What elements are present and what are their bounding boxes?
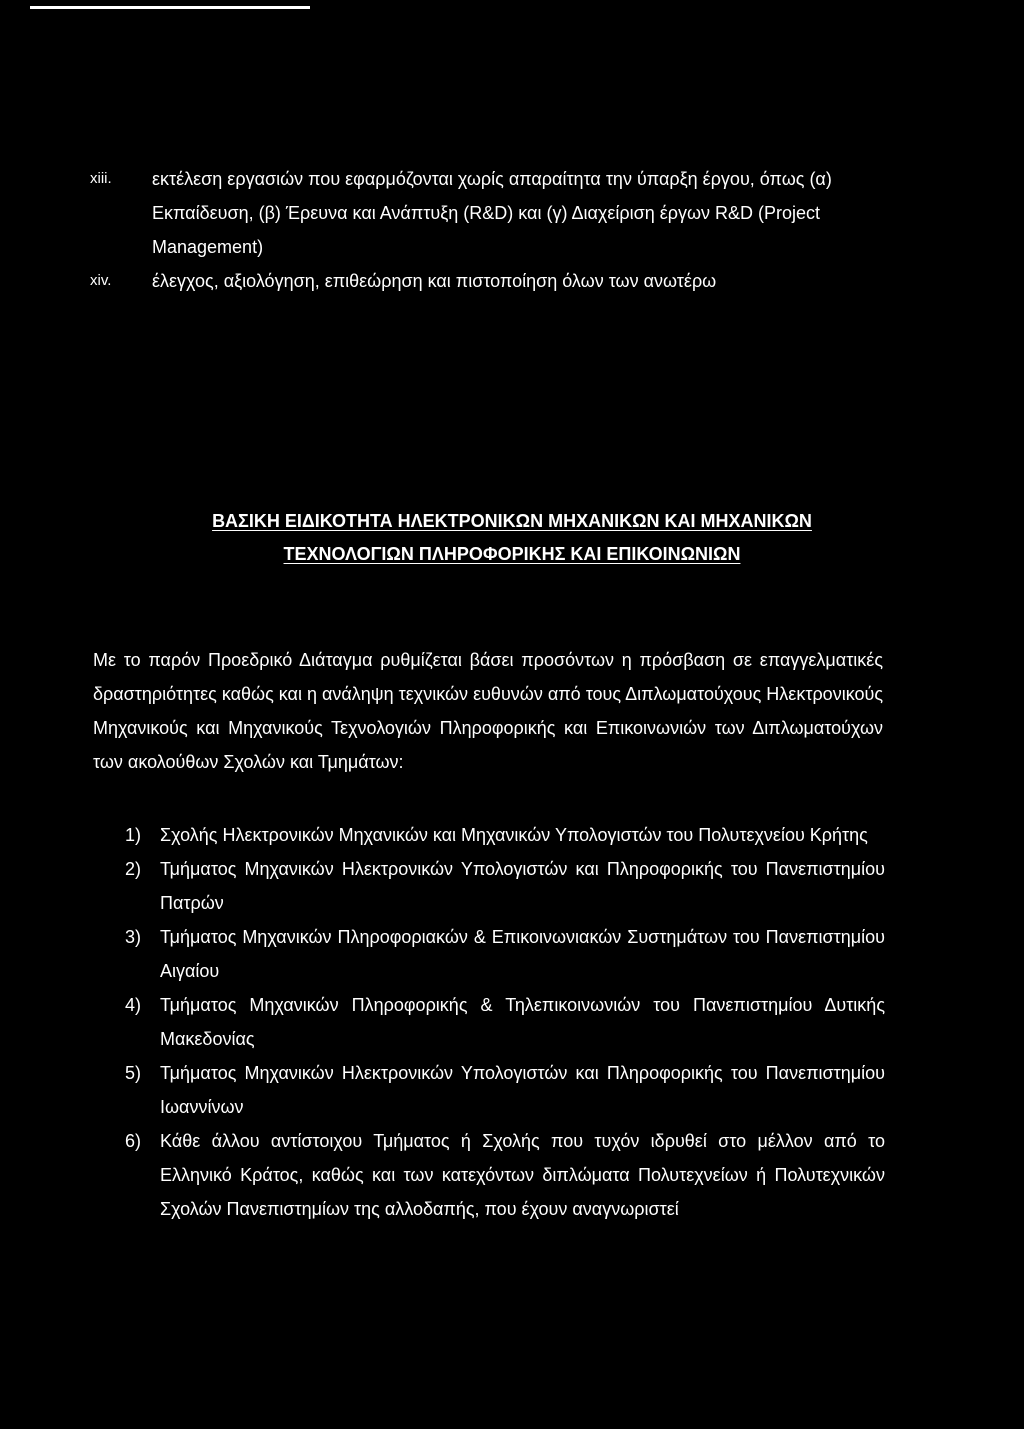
list-item-number: 2): [125, 859, 142, 879]
list-item-text: Τμήματος Μηχανικών Πληροφορικής & Τηλεπικοινωνιών του Πανεπιστημίου Δυτικής Μακεδονίας: [160, 995, 885, 1049]
list-item: [125, 920, 885, 988]
list-item: [125, 1056, 885, 1124]
list-item-number: 5): [125, 1063, 142, 1083]
roman-item-number: xiii.: [90, 170, 112, 187]
list-item-text: Τμήματος Μηχανικών Πληροφοριακών & Επικοινωνιακών Συστημάτων του Πανεπιστημίου Αιγαίου: [160, 927, 885, 981]
list-item-text: Τμήματος Μηχανικών Ηλεκτρονικών Υπολογιστών και Πληροφορικής του Πανεπιστημίου Ιωαννίνων: [160, 1063, 885, 1117]
section-heading-line-1: ΒΑΣΙΚΗ ΕΙΔΙΚΟΤΗΤΑ ΗΛΕΚΤΡΟΝΙΚΩΝ ΜΗΧΑΝΙΚΩΝ ΚΑΙ ΜΗΧΑΝΙΚΩΝ: [212, 511, 812, 531]
list-item-number: 1): [125, 825, 142, 845]
roman-list-item: [90, 162, 920, 264]
section-heading: [0, 505, 1024, 571]
list-item-text: Σχολής Ηλεκτρονικών Μηχανικών και Μηχανικών Υπολογιστών του Πολυτεχνείου Κρήτης: [160, 825, 868, 845]
list-item: [125, 852, 885, 920]
list-item-text: Κάθε άλλου αντίστοιχου Τμήματος ή Σχολής που τυχόν ιδρυθεί στο μέλλον από το Ελληνικό Κράτος, καθώς και των κατεχόντων διπλώματα Πολυτεχνείων ή Πολυτεχνικών Σχολών Πανεπιστημίων της αλλοδαπής, που έχουν αναγνωριστεί: [160, 1131, 885, 1219]
list-item: [125, 818, 885, 852]
list-item-number: 4): [125, 995, 142, 1015]
list-item: [125, 988, 885, 1056]
intro-paragraph: Με το παρόν Προεδρικό Διάταγμα ρυθμίζεται βάσει προσόντων η πρόσβαση σε επαγγελματικές δραστηριότητες καθώς και η ανάληψη τεχνικών ευθυνών από τους Διπλωματούχους Ηλεκτρονικούς Μηχανικούς και Μηχανικούς Τεχνολογιών Πληροφορικής και Επικοινωνιών των Διπλωματούχων των ακολούθων Σχολών και Τμημάτων:: [93, 650, 883, 772]
list-item: [125, 1124, 885, 1226]
list-item-number: 3): [125, 927, 142, 947]
roman-item-text: έλεγχος, αξιολόγηση, επιθεώρηση και πιστοποίηση όλων των ανωτέρω: [152, 271, 717, 291]
schools-list: [125, 818, 885, 1226]
list-item-number: 6): [125, 1131, 142, 1151]
roman-item-number: xiv.: [90, 272, 112, 289]
roman-list-item: [90, 264, 920, 298]
top-divider: [30, 6, 310, 9]
roman-item-text: εκτέλεση εργασιών που εφαρμόζονται χωρίς απαραίτητα την ύπαρξη έργου, όπως (α) Εκπαίδευση, (β) Έρευνα και Ανάπτυξη (R&D) και (γ) Διαχείριση έργων R&D (Project Management): [152, 169, 832, 257]
section-heading-line-2: ΤΕΧΝΟΛΟΓΙΩΝ ΠΛΗΡΟΦΟΡΙΚΗΣ ΚΑΙ ΕΠΙΚΟΙΝΩΝΙΩΝ: [283, 544, 741, 564]
list-item-text: Τμήματος Μηχανικών Ηλεκτρονικών Υπολογιστών και Πληροφορικής του Πανεπιστημίου Πατρών: [160, 859, 885, 913]
